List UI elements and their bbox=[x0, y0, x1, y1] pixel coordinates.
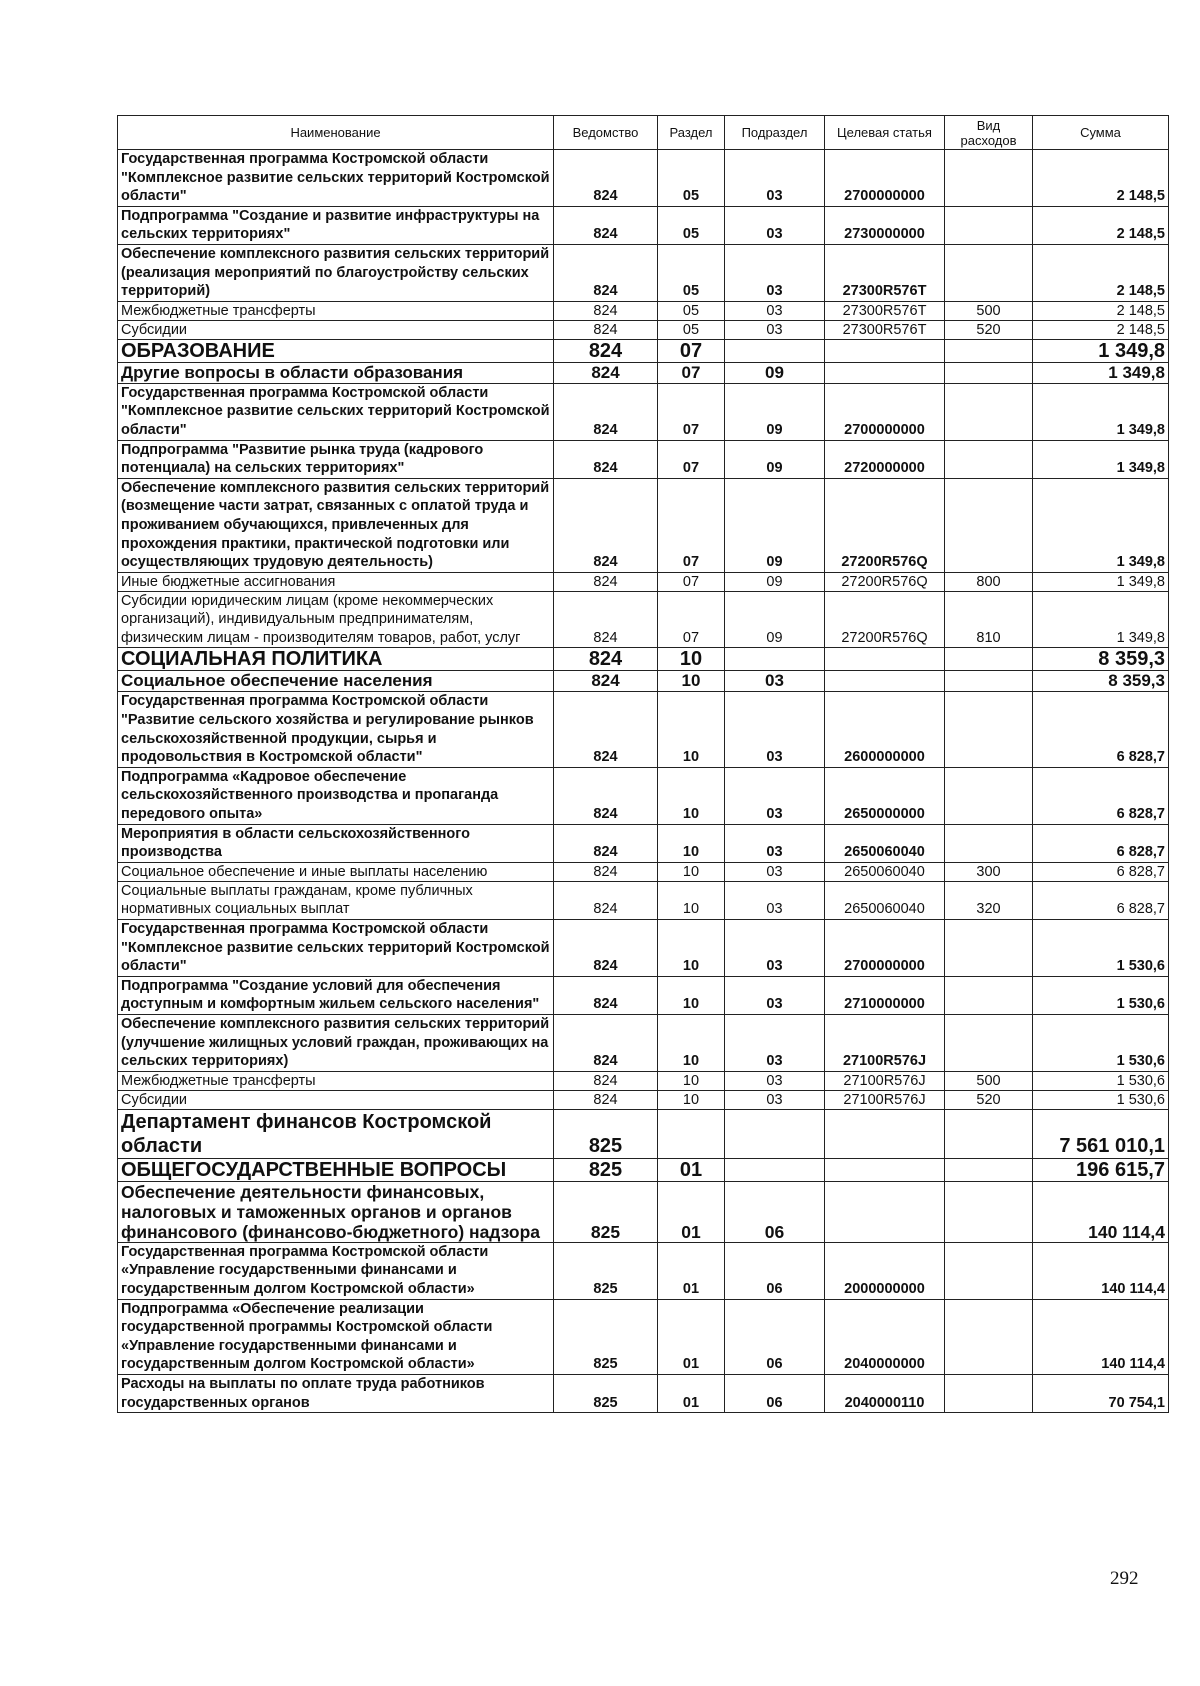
row-dept: 825 bbox=[554, 1158, 658, 1181]
row-section: 01 bbox=[658, 1181, 725, 1242]
row-type bbox=[945, 1374, 1033, 1412]
row-type bbox=[945, 767, 1033, 824]
row-type bbox=[945, 440, 1033, 478]
row-section: 10 bbox=[658, 920, 725, 977]
row-dept: 824 bbox=[554, 478, 658, 572]
row-sum: 1 530,6 bbox=[1033, 1071, 1169, 1090]
table-body bbox=[118, 150, 1169, 1413]
row-dept: 824 bbox=[554, 692, 658, 767]
row-type: 500 bbox=[945, 1071, 1033, 1090]
row-name: Государственная программа Костромской области "Комплексное развитие сельских территорий Костромской области" bbox=[118, 150, 554, 207]
row-dept: 825 bbox=[554, 1374, 658, 1412]
row-target: 2650060040 bbox=[825, 862, 945, 881]
row-subsection: 03 bbox=[725, 320, 825, 339]
row-sum: 1 349,8 bbox=[1033, 440, 1169, 478]
row-sum: 140 114,4 bbox=[1033, 1242, 1169, 1299]
row-subsection: 09 bbox=[725, 362, 825, 383]
row-sum: 2 148,5 bbox=[1033, 206, 1169, 244]
row-target: 27100R576J bbox=[825, 1090, 945, 1109]
row-subsection: 03 bbox=[725, 976, 825, 1014]
row-type bbox=[945, 671, 1033, 692]
row-name: Государственная программа Костромской области "Комплексное развитие сельских территорий Костромской области" bbox=[118, 920, 554, 977]
table-row bbox=[118, 1374, 1169, 1412]
table-row bbox=[118, 824, 1169, 862]
row-name: Субсидии bbox=[118, 320, 554, 339]
row-name: Субсидии bbox=[118, 1090, 554, 1109]
row-subsection: 03 bbox=[725, 862, 825, 881]
row-type: 520 bbox=[945, 1090, 1033, 1109]
row-type bbox=[945, 339, 1033, 362]
row-name: Подпрограмма "Создание условий для обеспечения доступным и комфортным жильем сельского населения" bbox=[118, 976, 554, 1014]
row-name: Социальные выплаты гражданам, кроме публичных нормативных социальных выплат bbox=[118, 881, 554, 919]
row-name: Обеспечение комплексного развития сельских территорий (реализация мероприятий по благоустройству сельских территорий) bbox=[118, 244, 554, 301]
table-row bbox=[118, 320, 1169, 339]
row-name: Департамент финансов Костромской области bbox=[118, 1109, 554, 1158]
row-dept: 824 bbox=[554, 244, 658, 301]
row-target bbox=[825, 1158, 945, 1181]
row-target: 2000000000 bbox=[825, 1242, 945, 1299]
row-target: 2700000000 bbox=[825, 383, 945, 440]
row-name: ОБРАЗОВАНИЕ bbox=[118, 339, 554, 362]
table-row bbox=[118, 920, 1169, 977]
table-row bbox=[118, 572, 1169, 591]
row-section: 07 bbox=[658, 383, 725, 440]
header-name: Наименование bbox=[118, 116, 554, 150]
row-sum: 2 148,5 bbox=[1033, 301, 1169, 320]
row-subsection: 09 bbox=[725, 440, 825, 478]
row-subsection: 03 bbox=[725, 206, 825, 244]
row-type bbox=[945, 362, 1033, 383]
row-sum: 1 530,6 bbox=[1033, 1014, 1169, 1071]
page-number: 292 bbox=[1110, 1568, 1139, 1589]
table-row bbox=[118, 1109, 1169, 1158]
row-dept: 824 bbox=[554, 1014, 658, 1071]
row-subsection bbox=[725, 339, 825, 362]
row-dept: 824 bbox=[554, 206, 658, 244]
table-row bbox=[118, 1090, 1169, 1109]
table-row bbox=[118, 1299, 1169, 1374]
row-section: 01 bbox=[658, 1374, 725, 1412]
row-type bbox=[945, 150, 1033, 207]
row-subsection: 03 bbox=[725, 920, 825, 977]
table-header-row bbox=[118, 116, 1169, 150]
row-sum: 6 828,7 bbox=[1033, 881, 1169, 919]
row-section: 10 bbox=[658, 881, 725, 919]
row-dept: 824 bbox=[554, 362, 658, 383]
row-dept: 824 bbox=[554, 671, 658, 692]
row-section bbox=[658, 1109, 725, 1158]
row-subsection: 06 bbox=[725, 1242, 825, 1299]
table-row bbox=[118, 362, 1169, 383]
row-sum: 140 114,4 bbox=[1033, 1299, 1169, 1374]
row-section: 07 bbox=[658, 591, 725, 648]
row-type bbox=[945, 920, 1033, 977]
row-section: 05 bbox=[658, 150, 725, 207]
row-type bbox=[945, 1109, 1033, 1158]
row-sum: 1 349,8 bbox=[1033, 572, 1169, 591]
row-dept: 825 bbox=[554, 1181, 658, 1242]
row-sum: 6 828,7 bbox=[1033, 824, 1169, 862]
row-sum: 1 349,8 bbox=[1033, 383, 1169, 440]
table-row bbox=[118, 1014, 1169, 1071]
table-row bbox=[118, 767, 1169, 824]
row-type bbox=[945, 1242, 1033, 1299]
row-subsection: 03 bbox=[725, 244, 825, 301]
row-type bbox=[945, 1299, 1033, 1374]
header-dept: Ведомство bbox=[554, 116, 658, 150]
row-name: Государственная программа Костромской области "Комплексное развитие сельских территорий Костромской области" bbox=[118, 383, 554, 440]
row-target: 27300R576T bbox=[825, 301, 945, 320]
header-section: Раздел bbox=[658, 116, 725, 150]
row-target: 2650060040 bbox=[825, 824, 945, 862]
row-section: 10 bbox=[658, 1014, 725, 1071]
header-subsection: Подраздел bbox=[725, 116, 825, 150]
row-section: 07 bbox=[658, 478, 725, 572]
row-section: 05 bbox=[658, 206, 725, 244]
row-type: 520 bbox=[945, 320, 1033, 339]
table-row bbox=[118, 339, 1169, 362]
row-dept: 824 bbox=[554, 920, 658, 977]
header-type: Вид расходов bbox=[945, 116, 1033, 150]
row-name: Субсидии юридическим лицам (кроме некоммерческих организаций), индивидуальным предпринимателям, физическим лицам - производителям товаров, работ, услуг bbox=[118, 591, 554, 648]
row-target: 2040000110 bbox=[825, 1374, 945, 1412]
row-target bbox=[825, 1109, 945, 1158]
row-section: 07 bbox=[658, 362, 725, 383]
row-target: 27100R576J bbox=[825, 1071, 945, 1090]
row-target: 27200R576Q bbox=[825, 572, 945, 591]
row-sum: 2 148,5 bbox=[1033, 150, 1169, 207]
row-target: 2700000000 bbox=[825, 150, 945, 207]
row-section: 07 bbox=[658, 339, 725, 362]
budget-table bbox=[117, 115, 1169, 1413]
row-name: ОБЩЕГОСУДАРСТВЕННЫЕ ВОПРОСЫ bbox=[118, 1158, 554, 1181]
row-target: 27300R576T bbox=[825, 244, 945, 301]
row-dept: 824 bbox=[554, 150, 658, 207]
row-name: Обеспечение комплексного развития сельских территорий (возмещение части затрат, связанных с оплатой труда и проживанием обучающихся, привлеченных для прохождения практики, практической подготовки или осуществляющих трудовую деятельность) bbox=[118, 478, 554, 572]
row-sum: 140 114,4 bbox=[1033, 1181, 1169, 1242]
row-sum: 2 148,5 bbox=[1033, 244, 1169, 301]
table-row bbox=[118, 478, 1169, 572]
row-subsection: 06 bbox=[725, 1181, 825, 1242]
row-sum: 8 359,3 bbox=[1033, 671, 1169, 692]
row-subsection: 03 bbox=[725, 1071, 825, 1090]
row-name: Иные бюджетные ассигнования bbox=[118, 572, 554, 591]
row-type bbox=[945, 206, 1033, 244]
row-name: Подпрограмма "Развитие рынка труда (кадрового потенциала) на сельских территориях" bbox=[118, 440, 554, 478]
row-dept: 824 bbox=[554, 767, 658, 824]
row-subsection: 06 bbox=[725, 1374, 825, 1412]
row-sum: 1 530,6 bbox=[1033, 1090, 1169, 1109]
row-subsection: 03 bbox=[725, 881, 825, 919]
table-row bbox=[118, 301, 1169, 320]
row-target: 27200R576Q bbox=[825, 478, 945, 572]
row-type bbox=[945, 478, 1033, 572]
row-section: 01 bbox=[658, 1158, 725, 1181]
table-row bbox=[118, 206, 1169, 244]
row-type: 800 bbox=[945, 572, 1033, 591]
table-row bbox=[118, 881, 1169, 919]
row-dept: 825 bbox=[554, 1299, 658, 1374]
row-section: 07 bbox=[658, 440, 725, 478]
table-row bbox=[118, 1071, 1169, 1090]
row-target: 27300R576T bbox=[825, 320, 945, 339]
row-type bbox=[945, 383, 1033, 440]
row-target: 2040000000 bbox=[825, 1299, 945, 1374]
row-name: Государственная программа Костромской области «Управление государственными финансами и государственным долгом Костромской области» bbox=[118, 1242, 554, 1299]
row-target: 2730000000 bbox=[825, 206, 945, 244]
row-subsection: 03 bbox=[725, 824, 825, 862]
row-subsection: 09 bbox=[725, 591, 825, 648]
row-subsection bbox=[725, 1158, 825, 1181]
row-dept: 824 bbox=[554, 591, 658, 648]
row-sum: 6 828,7 bbox=[1033, 767, 1169, 824]
row-name: Межбюджетные трансферты bbox=[118, 1071, 554, 1090]
row-dept: 824 bbox=[554, 572, 658, 591]
row-section: 05 bbox=[658, 244, 725, 301]
row-dept: 824 bbox=[554, 301, 658, 320]
row-subsection: 09 bbox=[725, 478, 825, 572]
table-row bbox=[118, 1181, 1169, 1242]
row-sum: 1 530,6 bbox=[1033, 920, 1169, 977]
row-target: 2650060040 bbox=[825, 881, 945, 919]
row-name: Подпрограмма «Обеспечение реализации государственной программы Костромской области «Управление государственными финансами и государственным долгом Костромской области» bbox=[118, 1299, 554, 1374]
row-subsection: 06 bbox=[725, 1299, 825, 1374]
row-name: Другие вопросы в области образования bbox=[118, 362, 554, 383]
row-target: 2700000000 bbox=[825, 920, 945, 977]
row-dept: 824 bbox=[554, 320, 658, 339]
row-dept: 824 bbox=[554, 648, 658, 671]
row-target: 2710000000 bbox=[825, 976, 945, 1014]
row-dept: 824 bbox=[554, 1071, 658, 1090]
row-target bbox=[825, 339, 945, 362]
row-subsection: 09 bbox=[725, 383, 825, 440]
table-row bbox=[118, 976, 1169, 1014]
row-target bbox=[825, 671, 945, 692]
row-sum: 1 349,8 bbox=[1033, 362, 1169, 383]
row-subsection: 09 bbox=[725, 572, 825, 591]
row-type: 500 bbox=[945, 301, 1033, 320]
row-target bbox=[825, 1181, 945, 1242]
row-subsection bbox=[725, 648, 825, 671]
table-row bbox=[118, 1242, 1169, 1299]
row-sum: 1 349,8 bbox=[1033, 591, 1169, 648]
row-subsection: 03 bbox=[725, 1014, 825, 1071]
row-dept: 824 bbox=[554, 881, 658, 919]
row-target: 2720000000 bbox=[825, 440, 945, 478]
row-name: Межбюджетные трансферты bbox=[118, 301, 554, 320]
row-sum: 1 349,8 bbox=[1033, 478, 1169, 572]
row-sum: 70 754,1 bbox=[1033, 1374, 1169, 1412]
row-subsection: 03 bbox=[725, 692, 825, 767]
row-sum: 2 148,5 bbox=[1033, 320, 1169, 339]
row-name: Подпрограмма «Кадровое обеспечение сельскохозяйственного производства и пропаганда передового опыта» bbox=[118, 767, 554, 824]
header-sum: Сумма bbox=[1033, 116, 1169, 150]
row-dept: 824 bbox=[554, 976, 658, 1014]
row-subsection: 03 bbox=[725, 671, 825, 692]
header-target: Целевая статья bbox=[825, 116, 945, 150]
row-subsection: 03 bbox=[725, 150, 825, 207]
row-type bbox=[945, 824, 1033, 862]
row-name: Государственная программа Костромской области "Развитие сельского хозяйства и регулирование рынков сельскохозяйственной продукции, сырья и продовольствия в Костромской области" bbox=[118, 692, 554, 767]
row-section: 05 bbox=[658, 301, 725, 320]
row-name: Обеспечение деятельности финансовых, налоговых и таможенных органов и органов финансового (финансово-бюджетного) надзора bbox=[118, 1181, 554, 1242]
row-target bbox=[825, 648, 945, 671]
row-dept: 825 bbox=[554, 1109, 658, 1158]
row-type bbox=[945, 1158, 1033, 1181]
row-section: 10 bbox=[658, 671, 725, 692]
row-type bbox=[945, 692, 1033, 767]
row-type: 300 bbox=[945, 862, 1033, 881]
row-section: 10 bbox=[658, 1071, 725, 1090]
table-row bbox=[118, 1158, 1169, 1181]
row-name: СОЦИАЛЬНАЯ ПОЛИТИКА bbox=[118, 648, 554, 671]
row-subsection: 03 bbox=[725, 767, 825, 824]
row-section: 01 bbox=[658, 1242, 725, 1299]
row-name: Социальное обеспечение населения bbox=[118, 671, 554, 692]
row-dept: 824 bbox=[554, 339, 658, 362]
row-section: 10 bbox=[658, 1090, 725, 1109]
row-type: 810 bbox=[945, 591, 1033, 648]
row-type bbox=[945, 1014, 1033, 1071]
row-sum: 7 561 010,1 bbox=[1033, 1109, 1169, 1158]
row-dept: 824 bbox=[554, 824, 658, 862]
row-sum: 6 828,7 bbox=[1033, 862, 1169, 881]
row-subsection: 03 bbox=[725, 1090, 825, 1109]
row-name: Расходы на выплаты по оплате труда работников государственных органов bbox=[118, 1374, 554, 1412]
row-target: 27100R576J bbox=[825, 1014, 945, 1071]
row-sum: 6 828,7 bbox=[1033, 692, 1169, 767]
row-sum: 196 615,7 bbox=[1033, 1158, 1169, 1181]
table-row bbox=[118, 862, 1169, 881]
table-row bbox=[118, 591, 1169, 648]
table-row bbox=[118, 440, 1169, 478]
table-row bbox=[118, 692, 1169, 767]
row-subsection: 03 bbox=[725, 301, 825, 320]
row-section: 10 bbox=[658, 692, 725, 767]
row-dept: 824 bbox=[554, 440, 658, 478]
row-type bbox=[945, 244, 1033, 301]
row-type: 320 bbox=[945, 881, 1033, 919]
row-dept: 824 bbox=[554, 1090, 658, 1109]
row-section: 10 bbox=[658, 976, 725, 1014]
table-row bbox=[118, 648, 1169, 671]
row-section: 10 bbox=[658, 767, 725, 824]
row-type bbox=[945, 976, 1033, 1014]
row-name: Обеспечение комплексного развития сельских территорий (улучшение жилищных условий граждан, проживающих на сельских территориях) bbox=[118, 1014, 554, 1071]
row-name: Социальное обеспечение и иные выплаты населению bbox=[118, 862, 554, 881]
row-section: 10 bbox=[658, 824, 725, 862]
row-target: 2650000000 bbox=[825, 767, 945, 824]
row-type bbox=[945, 1181, 1033, 1242]
table-row bbox=[118, 671, 1169, 692]
row-section: 07 bbox=[658, 572, 725, 591]
row-dept: 825 bbox=[554, 1242, 658, 1299]
row-section: 01 bbox=[658, 1299, 725, 1374]
row-section: 10 bbox=[658, 648, 725, 671]
table-row bbox=[118, 244, 1169, 301]
row-section: 05 bbox=[658, 320, 725, 339]
row-dept: 824 bbox=[554, 383, 658, 440]
row-target bbox=[825, 362, 945, 383]
row-name: Подпрограмма "Создание и развитие инфраструктуры на сельских территориях" bbox=[118, 206, 554, 244]
table-row bbox=[118, 383, 1169, 440]
row-subsection bbox=[725, 1109, 825, 1158]
row-sum: 8 359,3 bbox=[1033, 648, 1169, 671]
table-row bbox=[118, 150, 1169, 207]
row-sum: 1 530,6 bbox=[1033, 976, 1169, 1014]
row-target: 27200R576Q bbox=[825, 591, 945, 648]
row-type bbox=[945, 648, 1033, 671]
row-target: 2600000000 bbox=[825, 692, 945, 767]
row-section: 10 bbox=[658, 862, 725, 881]
row-sum: 1 349,8 bbox=[1033, 339, 1169, 362]
row-name: Мероприятия в области сельскохозяйственного производства bbox=[118, 824, 554, 862]
row-dept: 824 bbox=[554, 862, 658, 881]
